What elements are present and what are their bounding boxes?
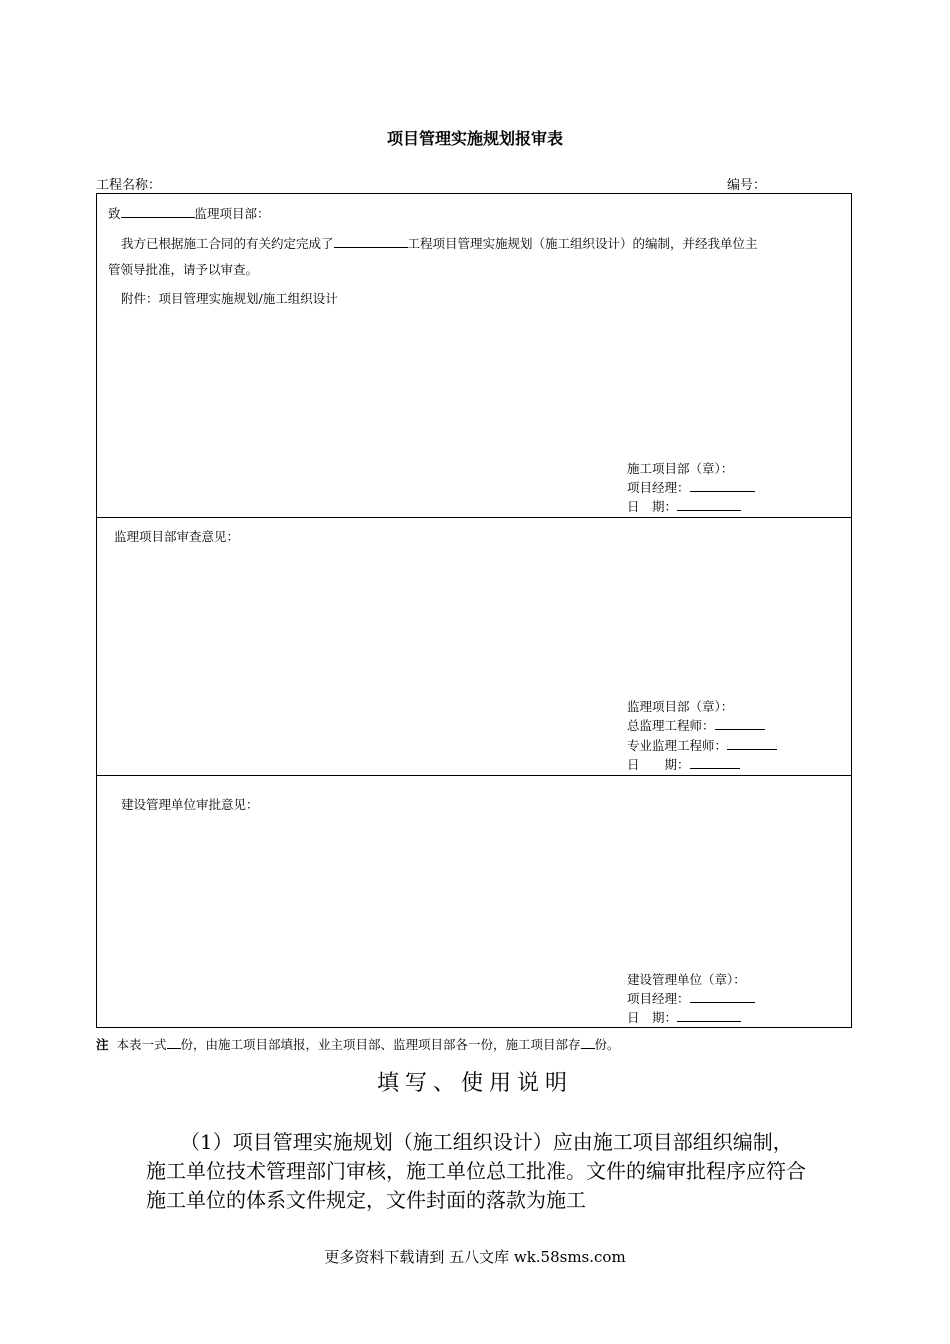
- form-note: [96, 1035, 620, 1053]
- instructions-heading: 填写、使用说明: [376, 1071, 573, 1096]
- body-line-2: 管领导批准，请予以审查。: [108, 262, 259, 277]
- owner-manager-label: 项目经理：: [627, 991, 690, 1006]
- instructions-paragraph: [146, 1128, 810, 1215]
- chief-engineer-line: [627, 716, 765, 734]
- chief-engineer-label: 总监理工程师：: [627, 718, 715, 733]
- to-line: [108, 204, 270, 222]
- date-label-1: 日 期：: [627, 499, 678, 514]
- kept-copies-blank[interactable]: [581, 1036, 595, 1049]
- body-line-1: [121, 234, 758, 252]
- project-blank[interactable]: [334, 235, 408, 248]
- supervision-opinion-label: 监理项目部审查意见：: [114, 529, 240, 544]
- owner-stamp-label: 建设管理单位（章）：: [627, 972, 746, 987]
- instructions-paragraph-text: （1）项目管理实施规划（施工组织设计）应由施工项目部组织编制，施工单位技术管理部门审核，施工单位总工批准。文件的编审批程序应符合施工单位的体系文件规定，文件封面的落款为施工: [146, 1130, 806, 1212]
- body-line1-suffix: 工程项目管理实施规划（施工组织设计）的编制，并经我单位主: [407, 236, 758, 251]
- note-text-c: 份。: [594, 1037, 620, 1052]
- owner-manager-blank[interactable]: [690, 990, 755, 1003]
- specialist-engineer-line: [627, 736, 777, 754]
- date-line-1: [627, 497, 741, 515]
- date-label-3: 日 期：: [627, 1010, 678, 1025]
- project-name-label: 工程名称：: [96, 178, 162, 193]
- row-divider-2: [96, 775, 852, 776]
- owner-opinion-label: 建设管理单位审批意见：: [121, 797, 259, 812]
- supervision-stamp-label: 监理项目部（章）：: [627, 699, 734, 714]
- construction-stamp-label: 施工项目部（章）：: [627, 461, 734, 476]
- note-prefix: 注: [96, 1037, 109, 1052]
- date-line-3: [627, 1008, 741, 1026]
- date-blank-3[interactable]: [677, 1009, 741, 1022]
- supervision-name-blank[interactable]: [121, 205, 195, 218]
- project-manager-line: [627, 478, 755, 496]
- row-divider-1: [96, 517, 852, 518]
- project-manager-label: 项目经理：: [627, 480, 690, 495]
- note-text-b: 份，由施工项目部填报，业主项目部、监理项目部各一份，施工项目部存: [180, 1037, 581, 1052]
- chief-engineer-blank[interactable]: [715, 717, 765, 730]
- number-label: 编号：: [727, 178, 767, 193]
- to-suffix: 监理项目部：: [194, 206, 270, 221]
- specialist-engineer-blank[interactable]: [727, 737, 777, 750]
- form-table: [96, 193, 852, 1028]
- date-blank-1[interactable]: [677, 498, 741, 511]
- body-line1-prefix: 我方已根据施工合同的有关约定完成了: [121, 236, 334, 251]
- date-blank-2[interactable]: [690, 756, 740, 769]
- note-text-a: 本表一式: [116, 1037, 167, 1052]
- owner-manager-line: [627, 989, 755, 1007]
- date-label-2: 日 期：: [627, 757, 690, 772]
- footer-text: 更多资料下载请到 五八文库 wk.58sms.com: [324, 1248, 626, 1266]
- project-manager-blank[interactable]: [690, 479, 755, 492]
- form-title: 项目管理实施规划报审表: [386, 129, 563, 148]
- attachment-line: 附件：项目管理实施规划/施工组织设计: [121, 291, 338, 306]
- to-prefix: 致: [108, 206, 121, 221]
- date-line-2: [627, 755, 740, 773]
- specialist-engineer-label: 专业监理工程师：: [627, 738, 728, 753]
- copies-blank[interactable]: [167, 1036, 181, 1049]
